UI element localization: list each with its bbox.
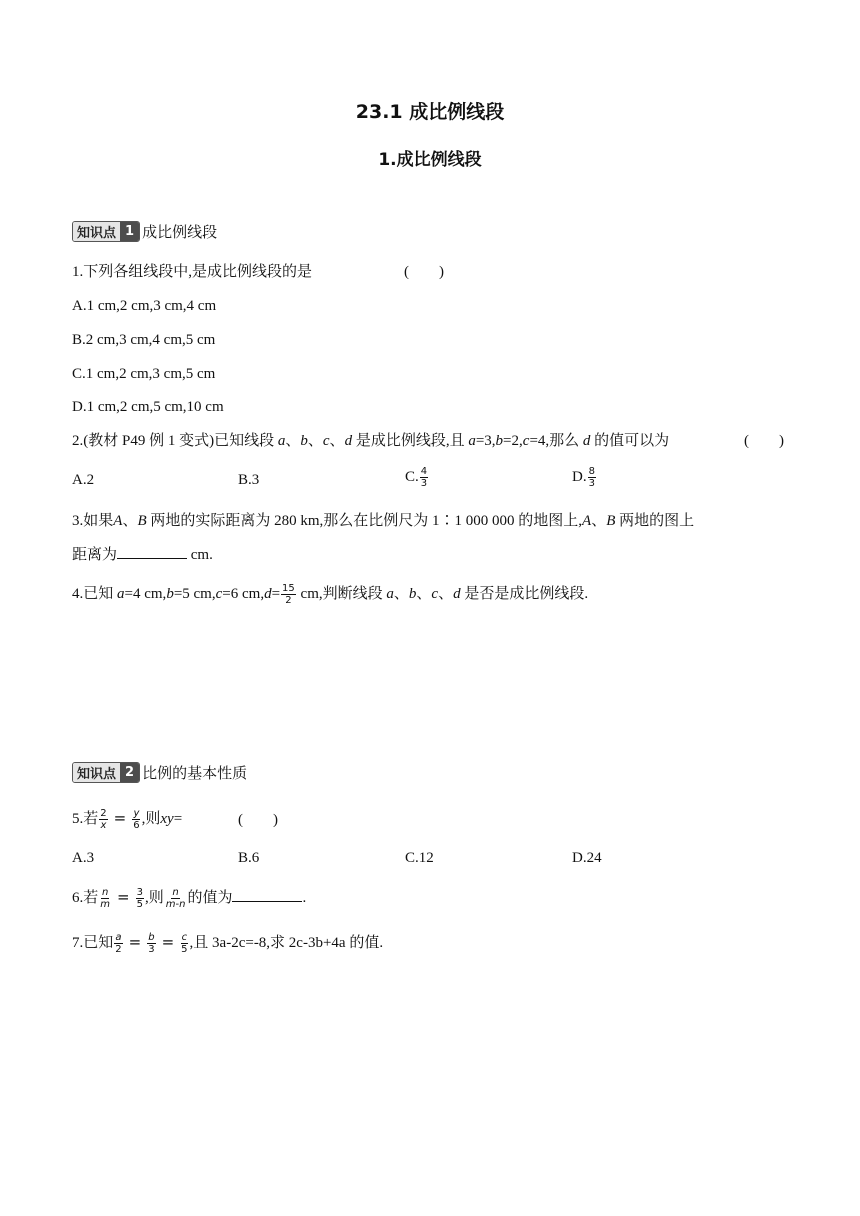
answer-parentheses: ( ) (404, 264, 444, 280)
knowledge-point-badge: 知识点 2 (72, 762, 140, 783)
question-1-stem: 1.下列各组线段中,是成比例线段的是 (72, 264, 313, 280)
question-5-option-a: A.3 (72, 850, 95, 866)
question-1 (72, 262, 312, 282)
fraction: $\frac{b}{3}$ (148, 932, 155, 956)
fraction: $\frac{3}{5}$ (136, 887, 143, 911)
knowledge-point-title: 成比例线段 (142, 223, 218, 241)
question-1-option-a: A.1 cm,2 cm,3 cm,4 cm (72, 298, 217, 314)
question-2-option-a: A.2 (72, 472, 95, 488)
question-2-option-b: B.3 (238, 472, 260, 488)
question-3-line-2: 距离为 cm. (72, 544, 213, 565)
question-2-option-d: D. $\frac{8}{3}$ (572, 466, 595, 489)
subsection-title: 1.成比例线段 (378, 150, 482, 170)
fraction: $\frac{4}{3}$ (420, 466, 428, 489)
knowledge-point-2-header (72, 762, 247, 783)
fraction: $\frac{2}{x}$ (100, 808, 107, 832)
question-5-option-d: D.24 (572, 850, 602, 866)
question-1-option-c: C.1 cm,2 cm,3 cm,5 cm (72, 366, 216, 382)
question-6: 6.若 $\frac{n}{m}$ = $\frac{3}{5}$ ,则 $\frac{n}{m-n}$ 的值为 . (72, 887, 307, 911)
knowledge-point-1-header (72, 221, 217, 242)
section-title: 23.1 成比例线段 (355, 101, 505, 123)
fraction: $\frac{15}{2}$ (282, 583, 295, 606)
answer-blank[interactable] (117, 544, 187, 559)
fraction: $\frac{a}{2}$ (115, 932, 122, 956)
fraction: $\frac{n}{m}$ (100, 887, 111, 911)
question-5-option-c: C.12 (405, 850, 434, 866)
answer-parentheses: ( ) (238, 812, 278, 828)
knowledge-point-badge: 知识点 1 (72, 221, 140, 242)
answer-blank[interactable] (232, 887, 302, 902)
knowledge-point-title: 比例的基本性质 (142, 764, 248, 782)
question-5: 5.若 $\frac{2}{x}$ = $\frac{y}{6}$ ,则xy= (72, 808, 183, 832)
question-7: 7.已知 $\frac{a}{2}$ = $\frac{b}{3}$ = $\frac{c}{5}$ ,且 3a-2c=-8,求 2c-3b+4a 的值. (72, 932, 384, 956)
question-1-option-d: D.1 cm,2 cm,5 cm,10 cm (72, 399, 224, 415)
fraction: $\frac{y}{6}$ (133, 808, 140, 832)
question-3-line-1: 3.如果A、B 两地的实际距离为 280 km,那么在比例尺为 1∶1 000 000 的地图上,A、B 两地的图上 (72, 513, 695, 529)
answer-parentheses: ( ) (744, 433, 784, 449)
fraction: $\frac{8}{3}$ (588, 466, 595, 489)
fraction: $\frac{c}{5}$ (181, 932, 188, 956)
question-1-option-b: B.2 cm,3 cm,4 cm,5 cm (72, 332, 216, 348)
fraction: $\frac{n}{m-n}$ (165, 887, 186, 911)
question-5-option-b: B.6 (238, 850, 260, 866)
question-2: 2.(教材 P49 例 1 变式)已知线段 a、b、c、d 是成比例线段,且 a=3,b=2,c=4,那么 d 的值可以为 (72, 433, 670, 449)
question-4: 4.已知 a=4 cm,b=5 cm,c=6 cm,d= $\frac{15}{2}$ cm,判断线段 a、b、c、d 是否是成比例线段. (72, 583, 589, 606)
question-2-option-c: C. $\frac{4}{3}$ (405, 466, 428, 489)
